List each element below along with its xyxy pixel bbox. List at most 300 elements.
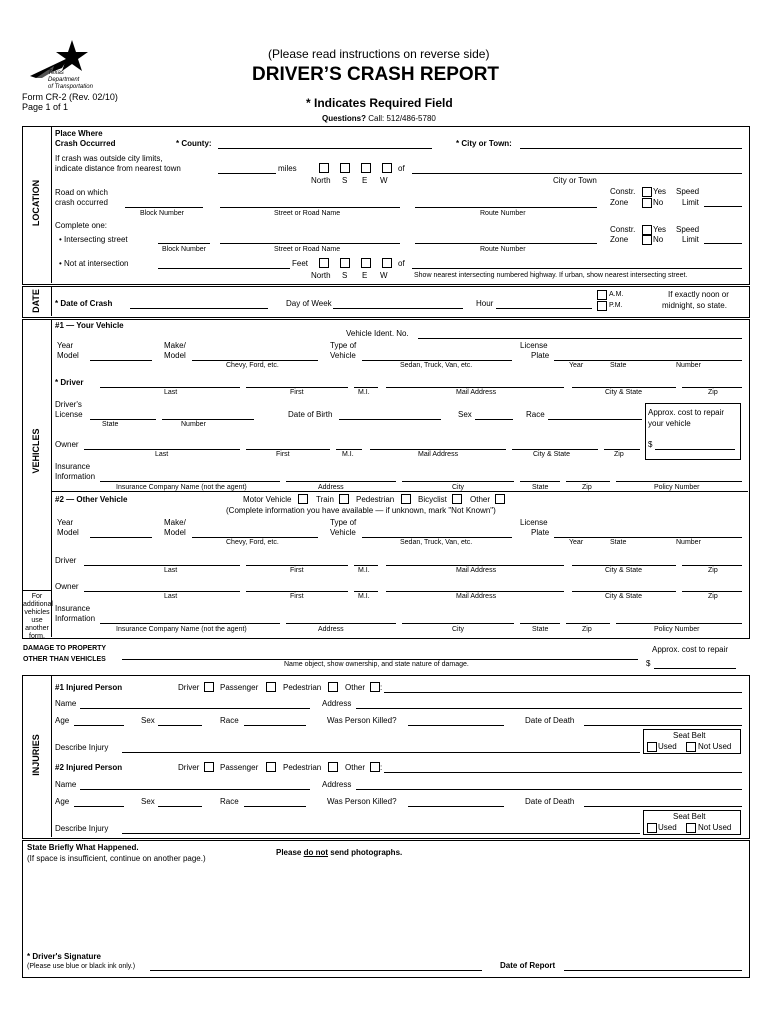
name-object-caption: Name object, show ownership, and state nature of damage. [284, 661, 469, 668]
date-of-crash-label: * Date of Crash [55, 299, 113, 308]
south-checkbox[interactable] [340, 163, 350, 173]
damage-cost-field[interactable] [654, 668, 736, 669]
v1-owner-first-field[interactable] [246, 449, 330, 450]
east-checkbox[interactable] [361, 163, 371, 173]
train-checkbox[interactable] [339, 494, 349, 504]
other-vehicle-heading: #2 — Other Vehicle [55, 495, 128, 504]
inj2-killed-field[interactable] [408, 806, 504, 807]
v1-information-label: Information [55, 472, 96, 481]
v1-type-label: Type of [330, 341, 357, 350]
v1-ins-company-caption: Insurance Company Name (not the agent) [116, 484, 247, 491]
pm-label: P.M. [609, 302, 623, 309]
inj2-sex-label: Sex [141, 797, 155, 806]
v1-owner-label: Owner [55, 440, 79, 449]
inj2-describe-label: Describe Injury [55, 824, 109, 833]
inj1-describe-field[interactable] [122, 752, 640, 753]
miles-field[interactable] [218, 173, 276, 174]
v2-year-field[interactable] [90, 537, 152, 538]
v2-driver-address-field[interactable] [386, 565, 564, 566]
v2-owner-label: Owner [55, 582, 79, 591]
place-where-label: Place Where [55, 129, 103, 138]
inj1-driver-checkbox[interactable] [204, 682, 214, 692]
inj1-colon: : [380, 683, 383, 692]
questions-line: Questions? Call: 512/486-5780 [322, 114, 436, 123]
v1-ins-city-field[interactable] [402, 481, 514, 482]
v2-ins-state-caption: State [532, 626, 549, 633]
v2-make-field[interactable] [192, 537, 318, 538]
v1-owner-citystate-caption: City & State [533, 451, 570, 458]
dir-s-2: S [342, 271, 348, 280]
v2-driver-city-field[interactable] [572, 565, 676, 566]
v1-driver-mi-field[interactable] [354, 387, 378, 388]
v2-driver-last-field[interactable] [84, 565, 240, 566]
for-additional-note: For additional vehicles use another form. [23, 593, 53, 640]
speed-label: Speed [676, 187, 700, 196]
bicyclist-label: Bicyclist [418, 495, 447, 504]
v2-owner-zip-caption: Zip [708, 593, 718, 600]
day-of-week-label: Day of Week [286, 299, 332, 308]
inj2-notused-checkbox[interactable] [686, 823, 696, 833]
motor-vehicle-label: Motor Vehicle [243, 495, 292, 504]
inj1-pedestrian-label: Pedestrian [283, 683, 322, 692]
limit-label-2: Limit [682, 235, 699, 244]
yes-label: Yes [653, 187, 667, 196]
west-checkbox[interactable] [382, 163, 392, 173]
inj1-age-label: Age [55, 716, 70, 725]
am-label: A.M. [609, 291, 624, 298]
v1-make-field[interactable] [192, 360, 318, 361]
street-caption-2: Street or Road Name [274, 246, 341, 253]
inj2-describe-field[interactable] [122, 833, 640, 834]
inj2-pedestrian-checkbox[interactable] [328, 762, 338, 772]
date-side-label: DATE [31, 289, 41, 313]
inj1-name-label: Name [55, 699, 77, 708]
insufficient-note: (If space is insufficient, continue on another page.) [27, 854, 206, 863]
v1-chevy-caption: Chevy, Ford, etc. [226, 362, 279, 369]
motor-vehicle-checkbox[interactable] [298, 494, 308, 504]
zone-label: Zone [610, 198, 629, 207]
v1-ins-zip-caption: Zip [582, 484, 592, 491]
intersect-block-field[interactable] [158, 243, 210, 244]
inj2-other-checkbox[interactable] [370, 762, 383, 772]
city-town-field[interactable] [520, 148, 742, 149]
v2-license-label: License [520, 518, 548, 527]
inj1-other-field[interactable] [384, 692, 742, 693]
county-field[interactable] [218, 148, 432, 149]
v2-ins-zip-caption: Zip [582, 626, 592, 633]
zone-label-2: Zone [610, 235, 629, 244]
v2-policy-field[interactable] [616, 623, 742, 624]
v1-license-label-2: License [55, 410, 83, 419]
v1-mail-caption: Mail Address [456, 389, 497, 396]
north-checkbox[interactable] [319, 163, 329, 173]
inj1-race-field[interactable] [244, 725, 306, 726]
v1-dob-label: Date of Birth [288, 410, 333, 419]
v2-driver-first-field[interactable] [246, 565, 348, 566]
train-label: Train [316, 495, 334, 504]
v1-ins-address-caption: Address [318, 484, 344, 491]
miles-label: miles [278, 164, 297, 173]
inj2-passenger-label: Passenger [220, 763, 259, 772]
dir-north: North [311, 176, 331, 185]
no-label: No [653, 198, 664, 207]
v1-sedan-caption: Sedan, Truck, Van, etc. [400, 362, 473, 369]
v1-sex-label: Sex [458, 410, 472, 419]
v1-plate-label: Plate [531, 351, 550, 360]
outside-limits-label-2: indicate distance from nearest town [55, 164, 181, 173]
inj1-notused-checkbox[interactable] [686, 742, 696, 752]
signature-label: * Driver's Signature [27, 952, 101, 961]
v2-plate-year-caption: Year [569, 539, 584, 546]
v2-plate-label: Plate [531, 528, 550, 537]
inj2-seatbelt-label: Seat Belt [673, 812, 706, 821]
vin-field[interactable] [418, 338, 742, 339]
inj2-used-checkbox[interactable] [647, 823, 657, 833]
v1-drivers-license-label: Driver's [55, 400, 82, 409]
inj2-killed-label: Was Person Killed? [327, 797, 397, 806]
noon-note-2: midnight, so state. [662, 301, 727, 310]
v1-insurance-label: Insurance [55, 462, 91, 471]
v1-sex-field[interactable] [475, 419, 513, 420]
logo-text: Texas Department of Transportation [48, 70, 93, 90]
v2-ins-city-caption: City [452, 626, 465, 633]
inj1-sex-label: Sex [141, 716, 155, 725]
intersect-route-field[interactable] [415, 243, 597, 244]
v1-ins-state-caption: State [532, 484, 549, 491]
v2-sedan-caption: Sedan, Truck, Van, etc. [400, 539, 473, 546]
inj2-other-field[interactable] [384, 772, 742, 773]
block-number-caption: Block Number [140, 210, 184, 217]
constr-no-checkbox-2[interactable] [642, 235, 652, 245]
date-of-report-field[interactable] [564, 970, 742, 971]
speed-limit-field-2[interactable] [704, 243, 742, 244]
v1-ins-state-field[interactable] [520, 481, 560, 482]
crash-occurred-label: Crash Occurred [55, 139, 116, 148]
v1-race-label: Race [526, 410, 545, 419]
v2-mail-caption: Mail Address [456, 567, 497, 574]
v2-policy-caption: Policy Number [654, 626, 700, 633]
v1-year-field[interactable] [90, 360, 152, 361]
inj2-passenger-checkbox[interactable] [266, 762, 276, 772]
constr-yes-checkbox-2[interactable] [642, 225, 652, 235]
v2-owner-city-field[interactable] [572, 591, 676, 592]
constr-yes-checkbox[interactable] [642, 187, 652, 197]
inj2-name-label: Name [55, 780, 77, 789]
v1-plate-year-caption: Year [569, 362, 584, 369]
v2-owner-last-field[interactable] [84, 591, 240, 592]
other-label: Other [470, 495, 491, 504]
v1-owner-city-field[interactable] [512, 449, 598, 450]
county-label: * County: [176, 139, 212, 148]
pm-checkbox[interactable] [597, 301, 607, 311]
road-block-field[interactable] [125, 207, 203, 208]
constr-label-2: Constr. [610, 225, 636, 234]
v1-driver-label: * Driver [55, 378, 84, 387]
inj2-sex-field[interactable] [158, 806, 202, 807]
damage-dollar: $ [646, 659, 651, 668]
yes-label-2: Yes [653, 225, 667, 234]
of-label-2: of [398, 259, 405, 268]
v2-owner-last-caption: Last [164, 593, 178, 600]
north-checkbox-2[interactable] [319, 258, 329, 268]
inj1-address-field[interactable] [356, 708, 742, 709]
v1-owner-last-caption: Last [155, 451, 169, 458]
your-vehicle-heading: #1 — Your Vehicle [55, 321, 124, 330]
v2-model-label: Model [57, 528, 79, 537]
of-label: of [398, 164, 405, 173]
intersecting-label: • Intersecting street [59, 235, 128, 244]
v1-year-label: Year [57, 341, 74, 350]
damage-approx-label: Approx. cost to repair [652, 645, 729, 654]
v2-owner-first-caption: First [290, 593, 304, 600]
outside-limits-label: If crash was outside city limits, [55, 154, 163, 163]
page-number: Page 1 of 1 [22, 102, 69, 112]
v1-driver-city-field[interactable] [572, 387, 676, 388]
dir-w-2: W [380, 271, 388, 280]
v1-plate-field[interactable] [554, 360, 742, 361]
v1-owner-zip-field[interactable] [604, 449, 640, 450]
inj2-other-label: Other [345, 763, 366, 772]
v2-plate-field[interactable] [554, 537, 742, 538]
form-number: Form CR-2 (Rev. 02/10) [22, 92, 118, 102]
v2-zip-caption: Zip [708, 567, 718, 574]
v2-owner-first-field[interactable] [246, 591, 348, 592]
inj1-passenger-label: Passenger [220, 683, 259, 692]
v1-owner-mi-field[interactable] [336, 449, 362, 450]
v1-owner-mail-caption: Mail Address [418, 451, 459, 458]
v1-citystate-caption: City & State [605, 389, 642, 396]
v2-ins-address-field[interactable] [286, 623, 396, 624]
not-intersection-label: • Not at intersection [59, 259, 129, 268]
v2-ins-state-field[interactable] [520, 623, 560, 624]
inj2-race-field[interactable] [244, 806, 306, 807]
date-of-report-label: Date of Report [500, 961, 556, 970]
v2-driver-label: Driver [55, 556, 77, 565]
noon-note-1: If exactly noon or [668, 290, 729, 299]
damage-description-field[interactable] [122, 659, 638, 660]
inj2-driver-checkbox[interactable] [204, 762, 214, 772]
inj2-notused-label: Not Used [698, 823, 732, 832]
inj1-used-checkbox[interactable] [647, 742, 657, 752]
pedestrian-checkbox[interactable] [401, 494, 411, 504]
city-or-town-caption: City or Town [553, 176, 597, 185]
ink-note: (Please use blue or black ink only.) [27, 963, 136, 970]
speed-label-2: Speed [676, 225, 700, 234]
v1-driver-address-field[interactable] [386, 387, 564, 388]
road-on-which-label: Road on which [55, 188, 108, 197]
v1-driver-zip-field[interactable] [682, 387, 742, 388]
v2-owner-address-field[interactable] [386, 591, 564, 592]
v2-vehicle-label: Vehicle [330, 528, 356, 537]
state-briefly-label: State Briefly What Happened. [27, 843, 139, 852]
inj1-death-field[interactable] [584, 725, 742, 726]
v1-first-caption: First [290, 389, 304, 396]
dir-s: S [342, 176, 348, 185]
v1-owner-address-field[interactable] [370, 449, 506, 450]
complete-one-label: Complete one: [55, 221, 108, 230]
v1-type-field[interactable] [362, 360, 512, 361]
instruction-note: (Please read instructions on reverse side) [268, 47, 490, 61]
other-checkbox[interactable] [495, 494, 505, 504]
v1-plate-number-caption: Number [676, 362, 701, 369]
v1-vehicle-label: Vehicle [330, 351, 356, 360]
route-caption-2: Route Number [480, 246, 526, 253]
inj2-death-field[interactable] [584, 806, 742, 807]
v1-dl-number-caption: Number [181, 421, 206, 428]
v2-first-caption: First [290, 567, 304, 574]
v2-owner-zip-field[interactable] [682, 591, 742, 592]
inj1-pedestrian-checkbox[interactable] [328, 682, 338, 692]
v1-plate-state-caption: State [610, 362, 627, 369]
inj2-used-label: Used [658, 823, 677, 832]
inj1-killed-label: Was Person Killed? [327, 716, 397, 725]
inj2-address-field[interactable] [356, 789, 742, 790]
v1-dob-field[interactable] [339, 419, 441, 420]
required-note: * Indicates Required Field [306, 96, 453, 110]
bicyclist-checkbox[interactable] [452, 494, 462, 504]
v2-ins-city-field[interactable] [402, 623, 514, 624]
v1-owner-last-field[interactable] [84, 449, 240, 450]
city-town-label: * City or Town: [456, 139, 512, 148]
route-caption: Route Number [480, 210, 526, 217]
page-title: DRIVER’S CRASH REPORT [252, 64, 500, 85]
v2-chevy-caption: Chevy, Ford, etc. [226, 539, 279, 546]
inj1-driver-label: Driver [178, 683, 200, 692]
dir-w: W [380, 176, 388, 185]
injuries-side-label: INJURIES [31, 734, 41, 776]
v2-make-label: Make/ [164, 518, 186, 527]
inj1-describe-label: Describe Injury [55, 743, 109, 752]
date-section [22, 286, 750, 318]
inj1-death-label: Date of Death [525, 716, 575, 725]
intersect-street-field[interactable] [220, 243, 400, 244]
v1-zip-caption: Zip [708, 389, 718, 396]
v1-last-caption: Last [164, 389, 178, 396]
v2-year-label: Year [57, 518, 74, 527]
am-checkbox[interactable] [597, 290, 607, 300]
speed-limit-field[interactable] [704, 206, 742, 207]
east-checkbox-2[interactable] [361, 258, 371, 268]
nearest-town-field[interactable] [412, 173, 742, 174]
inj1-passenger-checkbox[interactable] [266, 682, 276, 692]
v2-owner-mi-caption: M.I. [358, 593, 370, 600]
v2-type-field[interactable] [362, 537, 512, 538]
dir-e: E [362, 176, 368, 185]
feet-field[interactable] [158, 268, 290, 269]
crash-occurred-label-2: crash occurred [55, 198, 108, 207]
v1-dollar-sign: $ [648, 440, 653, 449]
show-nearest-caption: Show nearest intersecting numbered highway. If urban, show nearest intersecting street. [414, 272, 688, 279]
v2-driver-mi-field[interactable] [354, 565, 378, 566]
inj1-age-field[interactable] [74, 725, 124, 726]
v2-ins-zip-field[interactable] [566, 623, 610, 624]
v2-last-caption: Last [164, 567, 178, 574]
v1-policy-caption: Policy Number [654, 484, 700, 491]
v2-citystate-caption: City & State [605, 567, 642, 574]
v2-plate-number-caption: Number [676, 539, 701, 546]
south-checkbox-2[interactable] [340, 258, 350, 268]
inj1-other-label: Other [345, 683, 366, 692]
location-side-label: LOCATION [31, 179, 41, 227]
street-caption: Street or Road Name [274, 210, 341, 217]
dir-e-2: E [362, 271, 368, 280]
v1-dl-state-field[interactable] [90, 419, 156, 420]
signature-field[interactable] [150, 970, 482, 971]
v1-model-label: Model [57, 351, 79, 360]
feet-label: Feet [292, 259, 309, 268]
constr-no-checkbox[interactable] [642, 198, 652, 208]
inj2-age-label: Age [55, 797, 70, 806]
west-checkbox-2[interactable] [382, 258, 392, 268]
v1-ins-zip-field[interactable] [566, 481, 610, 482]
road-street-field[interactable] [220, 207, 400, 208]
inj1-killed-field[interactable] [408, 725, 504, 726]
inj1-used-label: Used [658, 742, 677, 751]
inj2-address-label: Address [322, 780, 352, 789]
inj2-race-label: Race [220, 797, 239, 806]
inj2-age-field[interactable] [74, 806, 124, 807]
nearest-highway-field[interactable] [412, 268, 742, 269]
road-route-field[interactable] [415, 207, 597, 208]
v1-ins-city-caption: City [452, 484, 465, 491]
inj2-pedestrian-label: Pedestrian [283, 763, 322, 772]
v1-dl-number-field[interactable] [162, 419, 254, 420]
dir-north-2: North [311, 271, 331, 280]
date-of-crash-field[interactable] [130, 308, 268, 309]
hour-field[interactable] [496, 308, 592, 309]
inj1-race-label: Race [220, 716, 239, 725]
v2-ins-company-caption: Insurance Company Name (not the agent) [116, 626, 247, 633]
inj1-sex-field[interactable] [158, 725, 202, 726]
inj1-address-label: Address [322, 699, 352, 708]
inj2-name-field[interactable] [80, 789, 310, 790]
v1-ins-company-field[interactable] [100, 481, 280, 482]
injuries-section [22, 675, 750, 839]
v1-ins-address-field[interactable] [286, 481, 396, 482]
v2-plate-state-caption: State [610, 539, 627, 546]
v2-owner-mail-caption: Mail Address [456, 593, 497, 600]
damage-label: DAMAGE TO PROPERTY [23, 645, 107, 652]
v1-driver-first-field[interactable] [246, 387, 348, 388]
v2-ins-company-field[interactable] [100, 623, 280, 624]
inj1-other-checkbox[interactable] [370, 682, 383, 692]
inj2-driver-label: Driver [178, 763, 200, 772]
v2-insurance-label: Insurance [55, 604, 91, 613]
vehicles-side-label: VEHICLES [31, 428, 41, 474]
v1-policy-field[interactable] [616, 481, 742, 482]
pedestrian-label: Pedestrian [356, 495, 395, 504]
v2-make-model-label: Model [164, 528, 186, 537]
v1-dl-state-caption: State [102, 421, 119, 428]
v1-driver-last-field[interactable] [100, 387, 240, 388]
inj2-colon: : [380, 763, 383, 772]
v2-type-label: Type of [330, 518, 357, 527]
day-of-week-field[interactable] [333, 308, 463, 309]
damage-label-2: OTHER THAN VEHICLES [23, 656, 106, 663]
photos-note: Please do not send photographs. [276, 848, 403, 857]
v1-approx-label: Approx. cost to repair [648, 408, 725, 417]
injured-1-heading: #1 Injured Person [55, 683, 123, 692]
v1-mi-caption: M.I. [358, 389, 370, 396]
v1-make-model-label: Model [164, 351, 186, 360]
v2-driver-zip-field[interactable] [682, 565, 742, 566]
vin-label: Vehicle Ident. No. [346, 329, 409, 338]
inj1-name-field[interactable] [80, 708, 310, 709]
v2-owner-mi-field[interactable] [354, 591, 378, 592]
v1-race-field[interactable] [548, 419, 642, 420]
v1-repair-cost-field[interactable] [655, 449, 735, 450]
v2-owner-citystate-caption: City & State [605, 593, 642, 600]
